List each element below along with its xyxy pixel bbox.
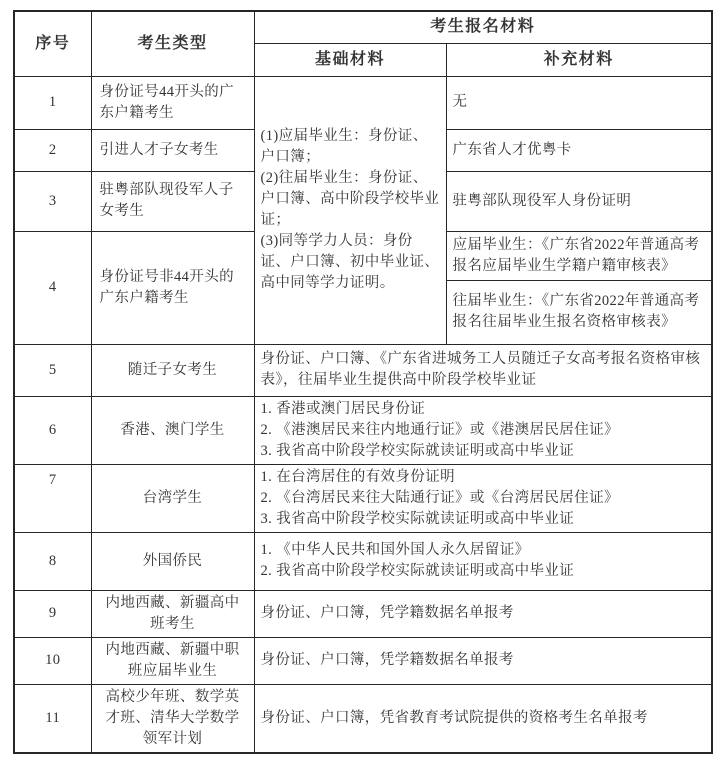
table-row bbox=[14, 76, 712, 129]
row7-materials-cell bbox=[254, 464, 712, 532]
table-row bbox=[14, 396, 712, 464]
basic-materials-merged-cell bbox=[254, 76, 446, 344]
materials-line: 2. 我省高中阶段学校实际就读证明或高中毕业证 bbox=[260, 563, 575, 579]
row9-materials-cell bbox=[254, 590, 712, 637]
row2-supplement-cell: 广东省人才优粤卡 bbox=[446, 129, 712, 171]
header-candidate-type: 考生类型 bbox=[91, 11, 254, 76]
materials-line: 3. 我省高中阶段学校实际就读证明或高中毕业证 bbox=[260, 442, 575, 459]
row6-materials-cell bbox=[254, 396, 712, 464]
header-supplement-materials: 补充材料 bbox=[446, 43, 712, 76]
header-basic-materials: 基础材料 bbox=[254, 43, 446, 76]
row3-no-cell: 3 bbox=[14, 171, 91, 231]
row11-no-cell: 11 bbox=[14, 684, 91, 753]
row4-supplement-fresh-cell: 应届毕业生：《广东省2022年普通高考报名应届毕业生学籍户籍审核表》 bbox=[446, 231, 712, 280]
row5-no-cell: 5 bbox=[14, 344, 91, 396]
basic-item-2: (2)往届毕业生：身份证、户口簿、高中阶段学校毕业证； bbox=[260, 170, 440, 228]
table-row bbox=[14, 464, 712, 532]
registration-materials-table bbox=[13, 10, 713, 754]
materials-line: 3. 我省高中阶段学校实际就读证明或高中毕业证 bbox=[260, 510, 575, 527]
row9-type-cell: 内地西藏、新疆高中班考生 bbox=[91, 590, 254, 637]
row10-no-cell: 10 bbox=[14, 637, 91, 684]
row7-no-cell: 7 bbox=[14, 464, 91, 532]
header-materials-group: 考生报名材料 bbox=[254, 11, 712, 43]
materials-line: 2. 《港澳居民来往内地通行证》或《港澳居民居住证》 bbox=[260, 421, 619, 438]
row4-supplement-former-cell: 往届毕业生：《广东省2022年普通高考报名往届毕业生报名资格审核表》 bbox=[446, 280, 712, 344]
row4-no-cell: 4 bbox=[14, 231, 91, 344]
materials-line: 身份证、户口簿，凭省教育考试院提供的资格考生名单报考 bbox=[260, 709, 648, 726]
row8-no-cell: 8 bbox=[14, 532, 91, 590]
row2-type-cell: 引进人才子女考生 bbox=[91, 129, 254, 171]
row4-type-cell: 身份证号非44开头的广东户籍考生 bbox=[91, 231, 254, 344]
row1-type-cell: 身份证号44开头的广东户籍考生 bbox=[91, 76, 254, 129]
table-row bbox=[14, 684, 712, 753]
materials-line: 2. 《台湾居民来往大陆通行证》或《台湾居民居住证》 bbox=[260, 489, 619, 506]
row11-materials-cell bbox=[254, 684, 712, 753]
basic-item-1: (1)应届毕业生：身份证、户口簿； bbox=[260, 128, 428, 165]
materials-line: 身份证、户口簿，凭学籍数据名单报考 bbox=[260, 605, 514, 621]
basic-item-3: (3)同等学力人员：身份证、户口簿、初中毕业证、高中同等学力证明。 bbox=[260, 233, 440, 291]
row5-materials-cell bbox=[254, 344, 712, 396]
row2-no-cell: 2 bbox=[14, 129, 91, 171]
row5-type-cell: 随迁子女考生 bbox=[91, 344, 254, 396]
row11-type-cell: 高校少年班、数学英才班、清华大学数学领军计划 bbox=[91, 684, 254, 753]
row1-supplement-cell: 无 bbox=[446, 76, 712, 129]
row8-materials-cell bbox=[254, 532, 712, 590]
materials-line: 身份证、户口簿，凭学籍数据名单报考 bbox=[260, 652, 514, 668]
materials-line: 1. 在台湾居住的有效身份证明 bbox=[260, 468, 455, 485]
table-row bbox=[14, 637, 712, 684]
materials-line: 1. 香港或澳门居民身份证 bbox=[260, 400, 426, 417]
row3-type-cell: 驻粤部队现役军人子女考生 bbox=[91, 171, 254, 231]
row6-no-cell: 6 bbox=[14, 396, 91, 464]
row10-materials-cell bbox=[254, 637, 712, 684]
row3-supplement-cell: 驻粤部队现役军人身份证明 bbox=[446, 171, 712, 231]
row6-type-cell: 香港、澳门学生 bbox=[91, 396, 254, 464]
row9-no-cell: 9 bbox=[14, 590, 91, 637]
table-row bbox=[14, 590, 712, 637]
table-row bbox=[14, 344, 712, 396]
row1-no-cell: 1 bbox=[14, 76, 91, 129]
header-row-1 bbox=[14, 11, 712, 43]
table-row bbox=[14, 532, 712, 590]
materials-line: 1. 《中华人民共和国外国人永久居留证》 bbox=[260, 542, 530, 558]
row10-type-cell: 内地西藏、新疆中职班应届毕业生 bbox=[91, 637, 254, 684]
materials-line: 身份证、户口簿、《广东省进城务工人员随迁子女高考报名资格审核表》，往届毕业生提供高中阶段学校毕业证 bbox=[260, 351, 701, 388]
row8-type-cell: 外国侨民 bbox=[91, 532, 254, 590]
row7-type-cell: 台湾学生 bbox=[91, 464, 254, 532]
header-serial: 序号 bbox=[14, 11, 91, 76]
